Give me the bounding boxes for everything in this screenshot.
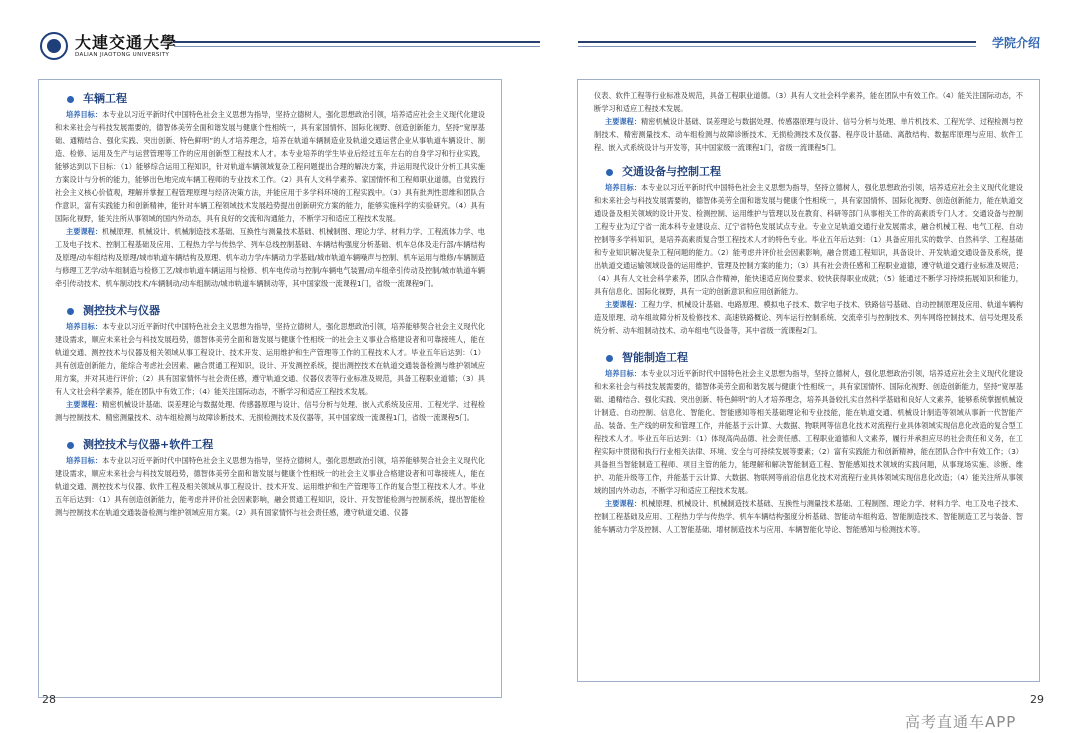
section-courses: 主要课程：机械原理、机械设计、机械制造技术基础、互换性与测量技术基础、工程制图、理论力学、材料力学、电工及电子技术、控制工程基础及应用、工程热力学与传热学、机车车辆结构强度分析基础、智能动车组构造、智能制造技术、智能制造工艺与装备、智能车辆动力学及控制、人工智能基础、增材制造技术与应用、车辆智能化导论、智能感知与检测技术等。 [594, 499, 1023, 534]
section-courses: 主要课程：机械原理、机械设计、机械制造技术基础、互换性与测量技术基础、机械制图、理论力学、材料力学、工程流体力学、电工及电子技术、控制工程基础及应用、工程热力学与传热学、列车总线控制基础、车辆结构强度分析基础、机车总体及走行部/车辆结构及原理/动车组结构及原理/城市轨道车辆结构及原理、机车动力学/车辆动力学基础/城市轨道车辆噪声与控制、机车运用与维修/车辆制造与修理工艺学/动车组制造与检修工艺/城市轨道车辆运用与检修、机车电传动与控制/车辆电气装置/动车组牵引传动及控制/城市轨道车辆牵引传动技术、机车制动技术/车辆制动/动车组制动/城市轨道车辆制动等，其中国家级一流课程1门，省级一流课程9门。 [55, 227, 485, 288]
logo-english-name: DALIAN JIAOTONG UNIVERSITY [75, 51, 170, 58]
section-goal: 培养目标：本专业以习近平新时代中国特色社会主义思想为指导，坚持立德树人，强化思想政治引领，培养能够契合社会主义现代化建设需求，顺应未来社会与科技发展趋势，德智体美劳全面和谐发展与健康个性相统一的社会主义事业合格建设者和可靠接班人，能在轨道交通、测控技术与仪器及相关领域从事工程设计、技术开发、运用维护和生产管理等工作的工程技术人才。毕业五年后达到：（1）具有创造创新能力，能综合考虑社会因素、融合贯通工程知识，设计、开发测控系统，提出测控技术在轨道交通装备检测与维护领域应用方案，并对其进行评价；（2）具有国家情怀与社会责任感，遵守轨道交通、仪器仪表等行业标准及规范，具备工程职业道德；（3）具有人文社会科学素养，能在团队中有效工作；（4）能关注国际动态，不断学习和适应工程技术发展。 [55, 322, 485, 396]
section-goal: 培养目标：本专业以习近平新时代中国特色社会主义思想为指导，坚持立德树人，强化思想政治引领，培养适应社会主义现代化建设和未来社会与科技发展需要的，德智体美劳全面和谐发展与健康个性相统一，具有家国情怀、国际化视野、创造创新能力，能在轨道交通设备及相关领域的设计开发、检测控制、运用维护与管理以及在教育、科研等部门从事相关工作的高素质专门人才。交通设备与控制工程专业为辽宁省一流本科专业建设点、辽宁省特色发展试点专业。专业立足轨道交通行业发展需求，融合机械工程、电气工程、自动控制等多学科知识，是培养高素质复合型工程技术人才的特色专业。毕业五年后达到：（1）具备应用扎实的数学、自然科学、工程基础和专业知识解决复杂工程问题的能力。（2）能考虑并评价社会因素影响，融合贯通工程知识，具备设计、开发轨道交通设备及系统，提出轨道交通运输领域设备的运用维护、管理及控制方案的能力；（3）具有社会责任感和工程职业道德，遵守轨道交通行业标准及规范；（4）具有人文社会科学素养，团队合作精神，能快速适应岗位要求、较快获得职业成就；（5）能通过不断学习持续拓展知识和能力，具有信息化、国际化视野，具有一定的创新意识和应用创新能力。 [594, 183, 1023, 296]
section-title: 测控技术与仪器+软件工程 [55, 437, 485, 453]
continued-goal: 仪表、软件工程等行业标准及规范，具备工程职业道德。（3）具有人文社会科学素养，能在团队中有效工作。（4）能关注国际动态，不断学习和适应工程技术发展。 [594, 91, 1023, 113]
section-title: 车辆工程 [55, 91, 485, 107]
header-rule-right [578, 41, 976, 47]
section-courses: 主要课程：工程力学、机械设计基础、电路原理、模拟电子技术、数字电子技术、铁路信号基础、自动控制原理及应用、轨道车辆构造及原理、动车组故障分析及检修技术、高速铁路概论、列车运行控制系统、交流牵引与控制技术、列车网络控制技术、信号处理及系统分析、动车组制动技术、动车组电气设备等，其中省级一流课程2门。 [594, 300, 1023, 335]
section-goal: 培养目标：本专业以习近平新时代中国特色社会主义思想为指导，坚持立德树人，强化思想政治引领，培养能够契合社会主义现代化建设需求，顺应未来社会与科技发展趋势，德智体美劳全面和谐发展与健康个性相统一的社会主义事业合格建设者和可靠接班人，能在轨道交通、测控技术与仪器、软件工程及相关领域从事工程设计、技术开发、运用维护和生产管理等工作的复合型工程技术人才。毕业五年后达到：（1）具有创造创新能力，能考虑并评价社会因素影响，融会贯通工程知识，设计、开发智能检测与控制系统，提出智能检测与控制技术在轨道交通装备检测与维护领域应用方案。（2）具有国家情怀与社会责任感，遵守轨道交通、仪器 [55, 456, 485, 517]
header-section-label: 学院介绍 [992, 36, 1041, 50]
header-rule-left [174, 41, 540, 47]
section-title: 测控技术与仪器 [55, 303, 485, 319]
continued-courses: 主要课程：精密机械设计基础、误差理论与数据处理、传感器原理与设计、信号分析与处理、单片机技术、工程光学、过程检测与控制技术、精密测量技术、动车组检测与故障诊断技术、无损检测技术及仪器、程序设计基础、离散结构、数据库原理与应用、软件工程、嵌入式系统设计与开发等，其中国家级一流课程1门，省级一流课程5门。 [594, 117, 1023, 152]
bullet-icon [606, 169, 613, 176]
left-content-box [38, 79, 502, 698]
right-content-box [577, 79, 1040, 682]
page-number-right: 29 [1030, 693, 1044, 706]
section-courses: 主要课程：精密机械设计基础、误差理论与数据处理、传感器原理与设计、信号分析与处理、嵌入式系统及应用、工程光学、过程检测与控制技术、精密测量技术、动车组检测与故障诊断技术、无损检测技术及仪器等，其中国家级一流课程1门，省级一流课程5门。 [55, 400, 485, 422]
section-title: 智能制造工程 [594, 350, 1023, 366]
section-goal: 培养目标：本专业以习近平新时代中国特色社会主义思想为指导，坚持立德树人，强化思想政治引领，培养适应社会主义现代化建设和未来社会与科技发展需要的，德智体美劳全面和谐发展与健康个性相统一，具有家国情怀、国际化视野、创造创新能力，坚持“宽厚基础、通精结合、强化实践、突出创新、特色鲜明”的人才培养理念，培养具备较扎实自然科学基础和良好人文素养，能够系统掌握机械设计制造、自动控制、信息化、智能化、智能感知等相关基础理论和专业技能，能在轨道交通、机械设计制造等领域从事新一代智能产品、装备、生产线的研发和管理工作，并能基于云计算、大数据、物联网等信息化技术对流程行业具体领域实现信息化改造的复合型工程技术人才。毕业五年后达到：（1）体现高尚品德、社会责任感、工程职业道德和人文素养，履行并承担应尽的社会责任和义务，在工程实际中贯彻和执行行业相关法律、环境、安全与可持续发展等要素；（2）富有实践能力和创新精神，能在团队合作中有效工作；（3）具备担当智能制造工程师、项目主管的能力，能理解和解决智能制造工程、智能感知技术领域的实践问题，从事现场实施、诊断、维护、功能升级等工作，并能基于云计算、大数据、物联网等前沿信息化技术对流程行业具体领域实现信息化改造；（4）能关注所从事领域的国内外动态，不断学习和适应工程技术发展。 [594, 369, 1023, 495]
university-seal-icon [40, 32, 68, 60]
section-title: 交通设备与控制工程 [594, 164, 1023, 180]
bullet-icon [67, 308, 74, 315]
logo-chinese-name: 大連交通大學 [75, 32, 178, 52]
bullet-icon [606, 355, 613, 362]
bullet-icon [67, 442, 74, 449]
section-goal: 培养目标：本专业以习近平新时代中国特色社会主义思想为指导，坚持立德树人，强化思想政治引领，培养适应社会主义现代化建设和未来社会与科技发展需要的，德智体美劳全面和谐发展与健康个性相统一，具有家国情怀、国际化视野、创造创新能力，坚持“宽厚基础、通精结合、强化实践、突出创新、特色鲜明”的人才培养理念，培养在轨道车辆制造业及轨道交通运营企业从事轨道车辆设计、制造、检修、运用及生产与运营管理等工作的应用创新型工程技术人才。本专业培养的学生毕业后经过五年左右的自身学习和行业实践，能够达到以下目标：（1）能够综合运用工程知识，针对轨道车辆领域复杂工程问题提出合理的解决方案，并运用现代设计分析工具实施方案设计与分析的能力，能够出色地完成车辆工程师的专业技术工作。（2）具有人文科学素养、家国情怀和工程师职业道德，自觉践行社会主义核心价值观，理解并掌握工程管理原理与经济决策方法，并能应用于多学科环境的工程实践中。（3）具有批判性思维和团队合作意识，富有实践能力和创新精神，能针对车辆工程领域技术发展趋势提出创新研究方案的能力，能够实施科学的实验研究。（4）具有国际化视野，能关注所从事领域的国内外动态，具有良好的交流和沟通能力，不断学习和适应工程技术发展。 [55, 110, 485, 223]
watermark: 高考直通车APP [905, 713, 1017, 731]
university-logo [40, 32, 177, 60]
bullet-icon [67, 96, 74, 103]
page-number-left: 28 [42, 693, 56, 706]
